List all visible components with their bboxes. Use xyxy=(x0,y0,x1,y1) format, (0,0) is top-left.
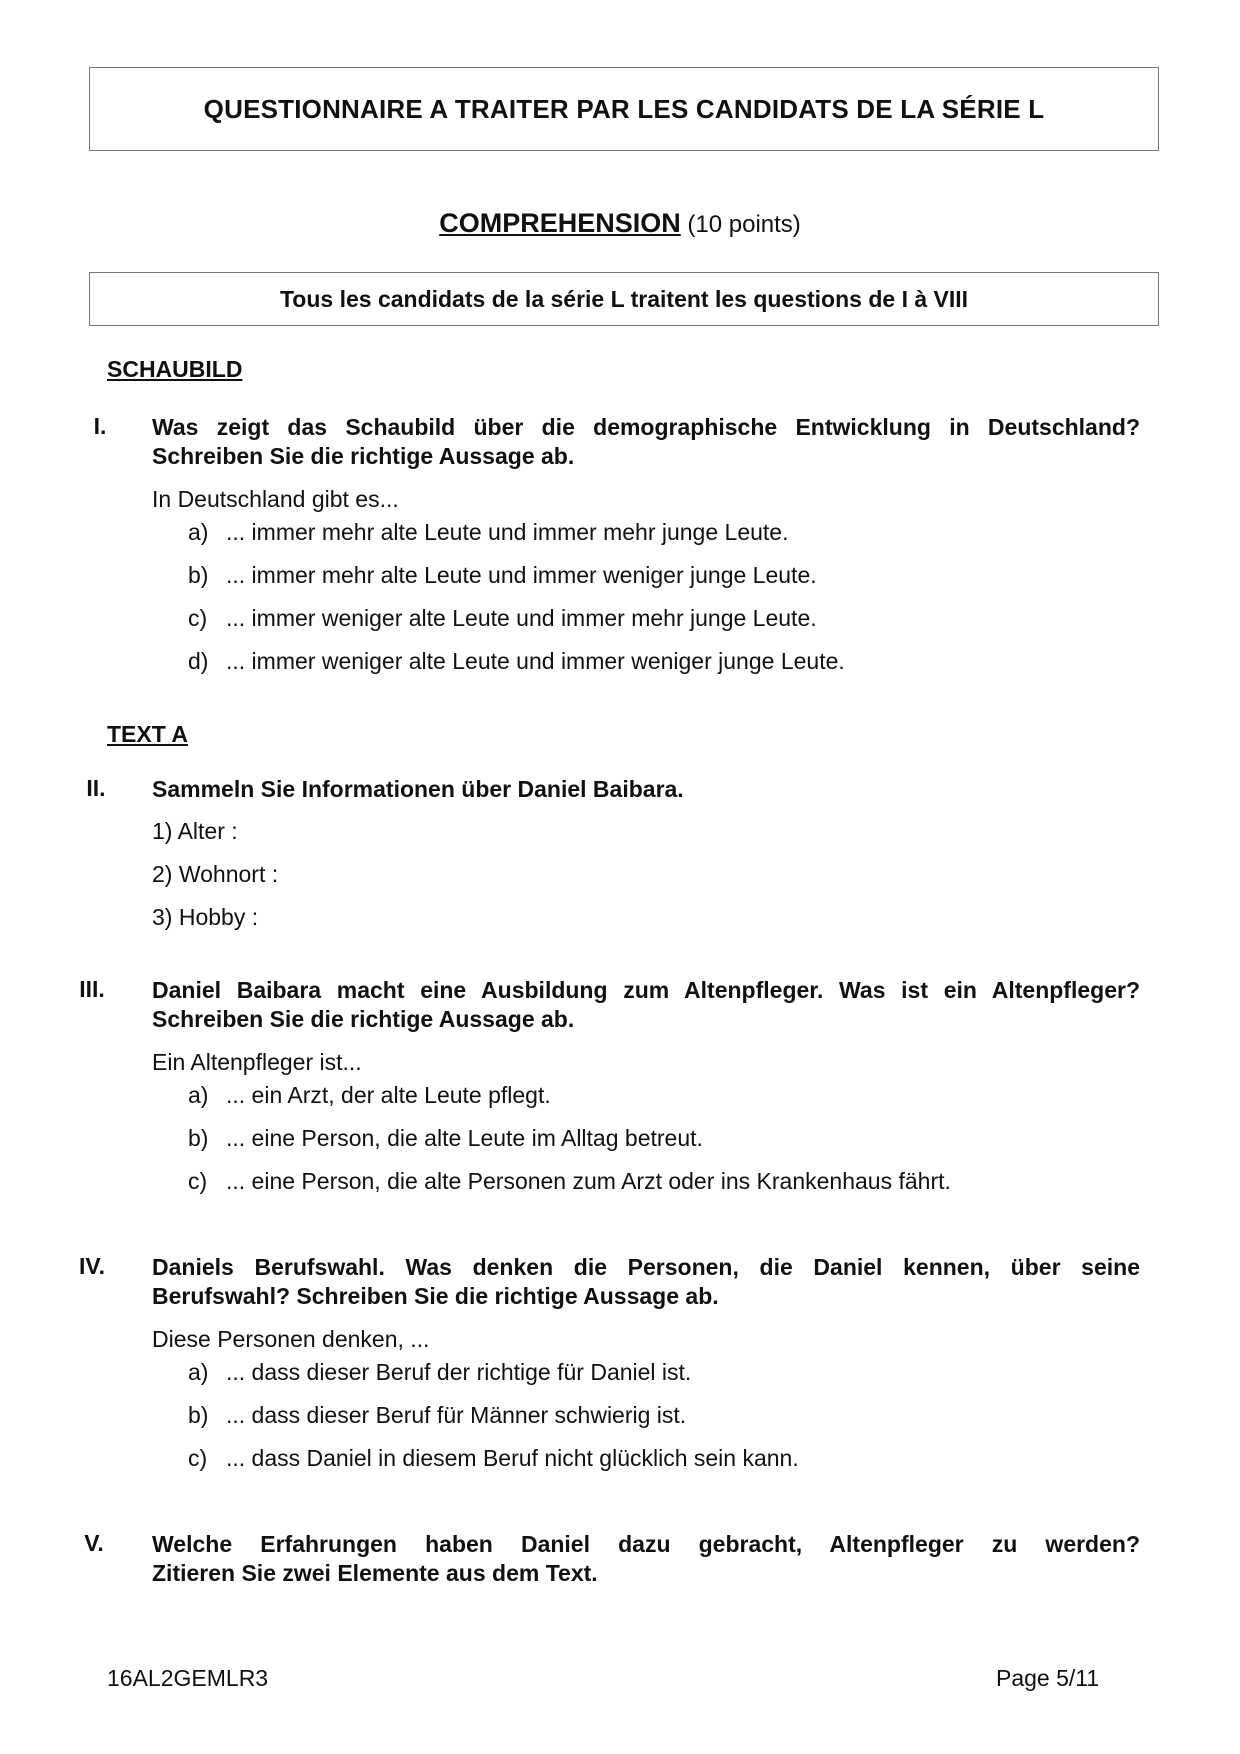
question-1-line-1: Was zeigt das Schaubild über die demographische Entwicklung in Deutschland? xyxy=(152,414,1140,440)
question-1-option-d xyxy=(188,648,845,675)
question-number-4: IV. xyxy=(78,1253,105,1279)
question-3-line-2: Schreiben Sie die richtige Aussage ab. xyxy=(152,1006,575,1032)
heading-schaubild: SCHAUBILD xyxy=(107,356,243,382)
option-text: ... immer mehr alte Leute und immer mehr junge Leute. xyxy=(226,519,789,545)
question-5-line-1: Welche Erfahrungen haben Daniel dazu gebracht, Altenpfleger zu werden? xyxy=(152,1531,1140,1557)
section-title-main: COMPREHENSION xyxy=(439,208,681,238)
question-number-3: III. xyxy=(79,976,105,1002)
question-2-item-alter: 1) Alter : xyxy=(152,818,238,844)
option-text: ... immer mehr alte Leute und immer weniger junge Leute. xyxy=(226,562,817,588)
header-title-box xyxy=(89,67,1159,151)
question-text-3 xyxy=(152,976,1140,1034)
question-text-5 xyxy=(152,1530,1140,1588)
question-4-intro: Diese Personen denken, ... xyxy=(152,1326,430,1352)
footer-code: 16AL2GEMLR3 xyxy=(107,1665,269,1691)
option-text: ... immer weniger alte Leute und immer weniger junge Leute. xyxy=(226,648,845,674)
question-2-item-wohnort: 2) Wohnort : xyxy=(152,861,279,887)
question-1-option-a xyxy=(188,519,788,546)
option-letter: b) xyxy=(188,562,209,588)
option-letter: b) xyxy=(188,1402,209,1428)
question-text-4 xyxy=(152,1253,1140,1311)
question-4-line-2: Berufswahl? Schreiben Sie die richtige Aussage ab. xyxy=(152,1283,719,1309)
option-letter: c) xyxy=(188,605,208,631)
option-letter: d) xyxy=(188,648,209,674)
question-5-line-2: Zitieren Sie zwei Elemente aus dem Text. xyxy=(152,1560,598,1586)
option-letter: a) xyxy=(188,1359,209,1385)
question-3-option-b xyxy=(188,1125,703,1152)
question-2-line-1: Sammeln Sie Informationen über Daniel Baibara. xyxy=(152,776,684,802)
question-text-1 xyxy=(152,413,1140,471)
option-letter: c) xyxy=(188,1168,208,1194)
option-letter: a) xyxy=(188,519,209,545)
section-points: (10 points) xyxy=(687,211,801,238)
option-letter: b) xyxy=(188,1125,209,1151)
question-1-line-2: Schreiben Sie die richtige Aussage ab. xyxy=(152,443,575,469)
question-3-intro: Ein Altenpfleger ist... xyxy=(152,1049,362,1075)
question-3-line-1: Daniel Baibara macht eine Ausbildung zum Altenpfleger. Was ist ein Altenpfleger? xyxy=(152,977,1140,1003)
option-text: ... dass Daniel in diesem Beruf nicht glücklich sein kann. xyxy=(226,1445,799,1471)
option-text: ... ein Arzt, der alte Leute pflegt. xyxy=(226,1082,551,1108)
question-number-2: II. xyxy=(86,775,106,801)
instruction-text: Tous les candidats de la série L traitent les questions de I à VIII xyxy=(279,285,969,312)
option-text: ... dass dieser Beruf für Männer schwierig ist. xyxy=(226,1402,687,1428)
question-1-option-c xyxy=(188,605,817,632)
option-text: ... eine Person, die alte Personen zum Arzt oder ins Krankenhaus fährt. xyxy=(226,1168,951,1194)
question-number-5: V. xyxy=(84,1530,104,1556)
question-number-1: I. xyxy=(93,413,107,439)
question-4-line-1: Daniels Berufswahl. Was denken die Personen, die Daniel kennen, über seine xyxy=(152,1254,1140,1280)
instruction-box xyxy=(89,272,1159,326)
question-1-option-b xyxy=(188,562,817,589)
section-title xyxy=(0,208,1240,239)
option-letter: c) xyxy=(188,1445,208,1471)
question-4-option-a xyxy=(188,1359,691,1386)
footer-page-number: Page 5/11 xyxy=(996,1665,1100,1691)
header-title: QUESTIONNAIRE A TRAITER PAR LES CANDIDATS DE LA SÉRIE L xyxy=(203,93,1045,124)
question-4-option-c xyxy=(188,1445,799,1472)
question-3-option-c xyxy=(188,1168,951,1195)
option-text: ... dass dieser Beruf der richtige für Daniel ist. xyxy=(226,1359,692,1385)
question-3-option-a xyxy=(188,1082,551,1109)
question-text-2 xyxy=(152,775,1140,804)
option-text: ... eine Person, die alte Leute im Alltag betreut. xyxy=(226,1125,703,1151)
option-text: ... immer weniger alte Leute und immer mehr junge Leute. xyxy=(226,605,817,631)
option-letter: a) xyxy=(188,1082,209,1108)
heading-text-a: TEXT A xyxy=(107,721,188,747)
question-1-intro: In Deutschland gibt es... xyxy=(152,486,399,512)
question-2-item-hobby: 3) Hobby : xyxy=(152,904,259,930)
question-4-option-b xyxy=(188,1402,686,1429)
